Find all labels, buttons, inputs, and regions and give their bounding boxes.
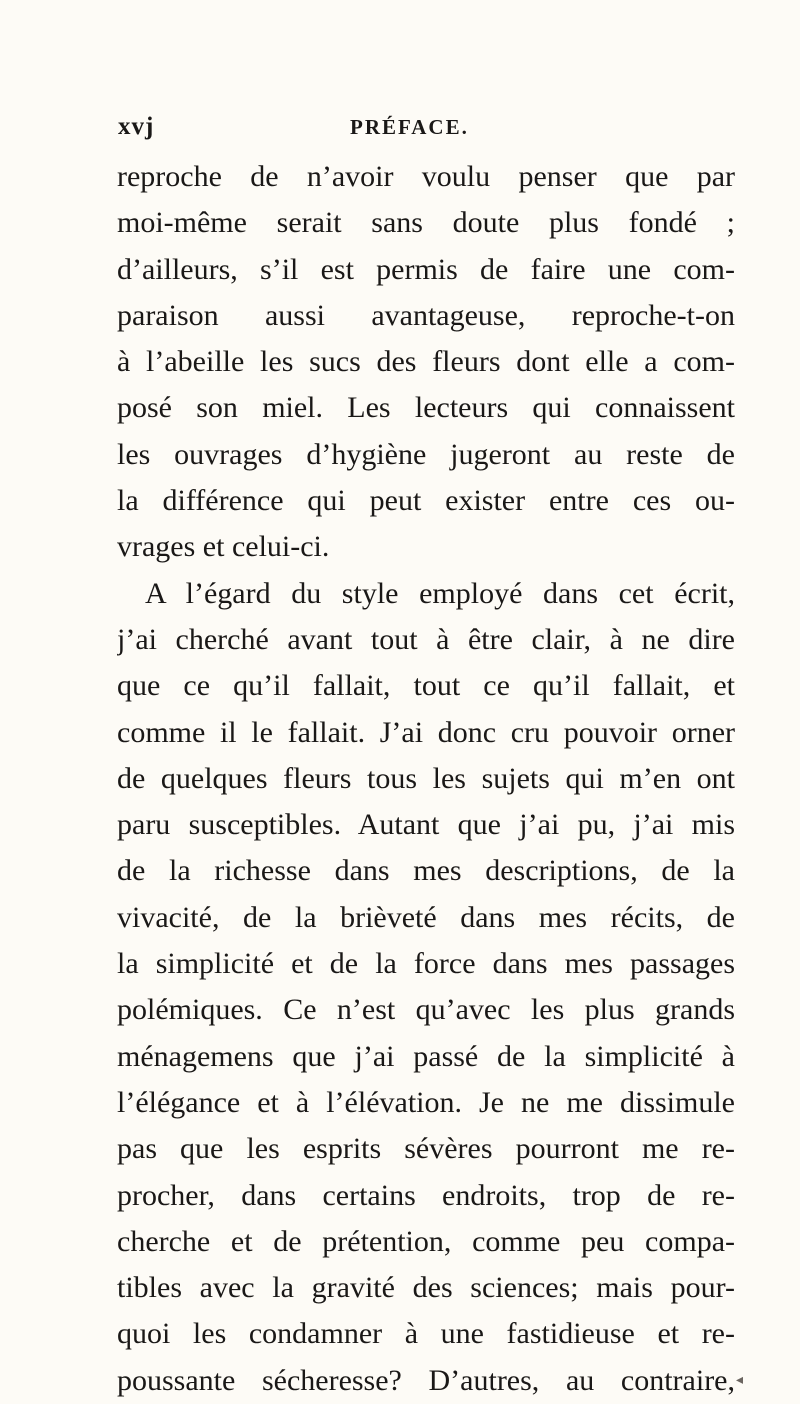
text-line: paraison aussi avantageuse, reproche-t-on: [117, 298, 735, 332]
page-number: xvj: [118, 113, 155, 140]
running-title: PRÉFACE.: [350, 115, 469, 139]
text-line: comme il le fallait. J’ai donc cru pouvoir orner: [117, 715, 735, 749]
text-line: tibles avec la gravité des sciences; mais pour-: [117, 1271, 735, 1305]
text-line: ménagemens que j’ai passé de la simplicité à: [117, 1039, 735, 1073]
text-line: cherche et de prétention, comme peu compa-: [117, 1224, 735, 1258]
text-line: les ouvrages d’hygiène jugeront au reste de: [117, 437, 735, 471]
text-line: procher, dans certains endroits, trop de re-: [117, 1178, 735, 1212]
text-line: la différence qui peut exister entre ces ou-: [117, 484, 735, 518]
text-line: de quelques fleurs tous les sujets qui m’en ont: [117, 761, 735, 795]
paragraph-start-line: A l’égard du style employé dans cet écrit,: [145, 576, 735, 610]
text-line: pas que les esprits sévères pourront me re-: [117, 1132, 735, 1166]
text-line: polémiques. Ce n’est qu’avec les plus grands: [117, 993, 735, 1027]
text-line: quoi les condamner à une fastidieuse et re-: [117, 1317, 735, 1351]
text-line: l’élégance et à l’élévation. Je ne me dissimule: [117, 1085, 735, 1119]
body-text: [117, 154, 735, 1404]
text-line: vivacité, de la brièveté dans mes récits, de: [117, 900, 735, 934]
text-line: à l’abeille les sucs des fleurs dont elle a com-: [117, 345, 735, 379]
ink-speck: ◂: [736, 1373, 744, 1388]
paragraph-end-line: vrages et celui-ci.: [117, 530, 330, 564]
text-line: de la richesse dans mes descriptions, de la: [117, 854, 735, 888]
text-line: que ce qu’il fallait, tout ce qu’il fallait, et: [117, 669, 735, 703]
text-line: posé son miel. Les lecteurs qui connaissent: [117, 391, 735, 425]
text-line: moi-même serait sans doute plus fondé ;: [117, 206, 735, 240]
text-line: la simplicité et de la force dans mes passages: [117, 947, 735, 981]
text-line: poussante sécheresse? D’autres, au contraire,: [117, 1363, 735, 1397]
text-line: j’ai cherché avant tout à être clair, à ne dire: [117, 622, 735, 656]
text-line: reproche de n’avoir voulu penser que par: [117, 160, 735, 193]
running-head: [118, 113, 718, 153]
text-line: paru susceptibles. Autant que j’ai pu, j’ai mis: [117, 808, 735, 842]
text-line: d’ailleurs, s’il est permis de faire une com-: [117, 252, 735, 286]
